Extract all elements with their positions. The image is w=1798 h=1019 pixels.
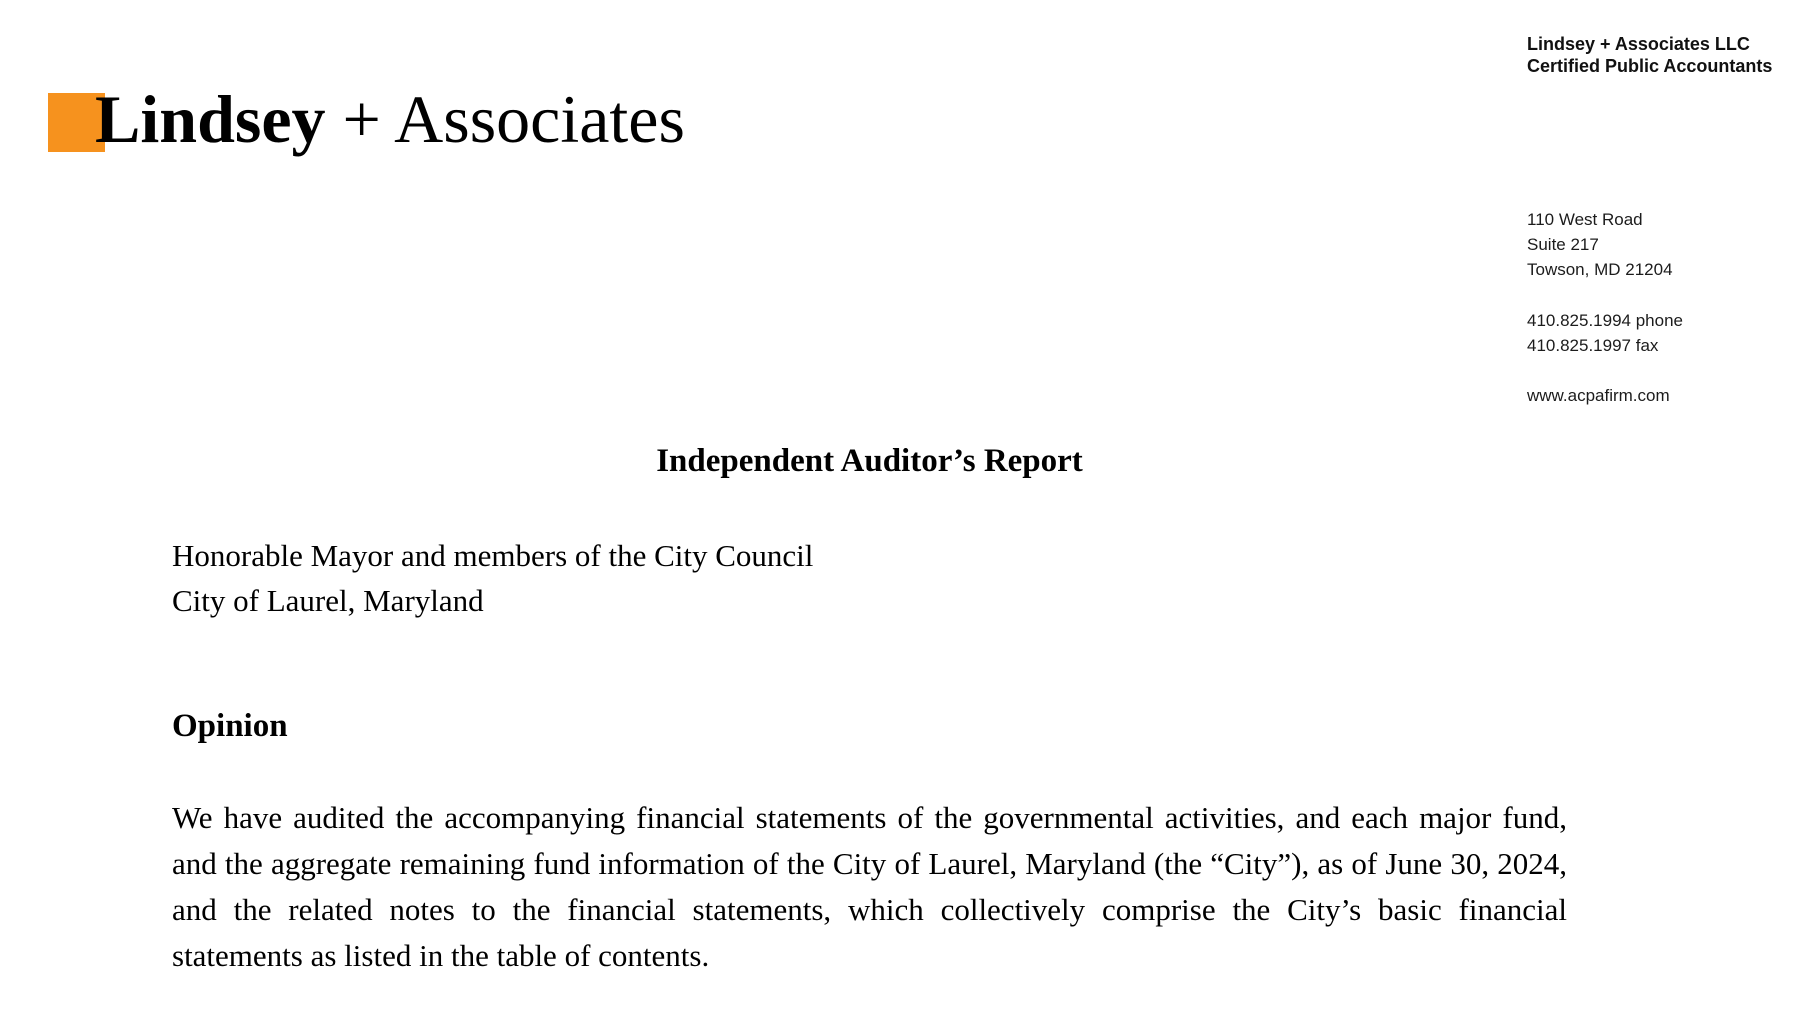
- report-title: Independent Auditor’s Report: [656, 443, 1083, 479]
- logo-wordmark: [48, 81, 685, 157]
- firm-name-line1: Lindsey + Associates LLC: [1527, 34, 1750, 54]
- phone-line: 410.825.1994 phone: [1527, 311, 1683, 330]
- opinion-paragraph: We have audited the accompanying financial statements of the governmental activities, and each major fund, and the aggregate remaining fund information of the City of Laurel, Maryland (the “City”), as of June 30, 2024, and the related notes to the financial statements, which collectively comprise the City’s basic financial statements as listed in the table of contents.: [172, 800, 1567, 973]
- address-line-city: Towson, MD 21204: [1527, 260, 1673, 279]
- address-line-suite: Suite 217: [1527, 235, 1599, 254]
- logo-name-bold: Lindsey: [95, 81, 326, 157]
- address-line-street: 110 West Road: [1527, 210, 1643, 229]
- logo-name-rest: + Associates: [325, 81, 685, 157]
- firm-name-line2: Certified Public Accountants: [1527, 56, 1773, 76]
- addressee-block: [172, 533, 1567, 623]
- addressee-line1: Honorable Mayor and members of the City Council: [172, 538, 814, 573]
- letterhead-right-column: [1527, 33, 1787, 408]
- fax-line: 410.825.1997 fax: [1527, 336, 1659, 355]
- phone-block: [1527, 308, 1787, 358]
- addressee-line2: City of Laurel, Maryland: [172, 583, 484, 618]
- website-line: www.acpafirm.com: [1527, 386, 1670, 405]
- opinion-heading: Opinion: [172, 708, 288, 744]
- firm-logo: [48, 81, 685, 157]
- firm-name-block: [1527, 33, 1787, 77]
- address-block: [1527, 207, 1787, 282]
